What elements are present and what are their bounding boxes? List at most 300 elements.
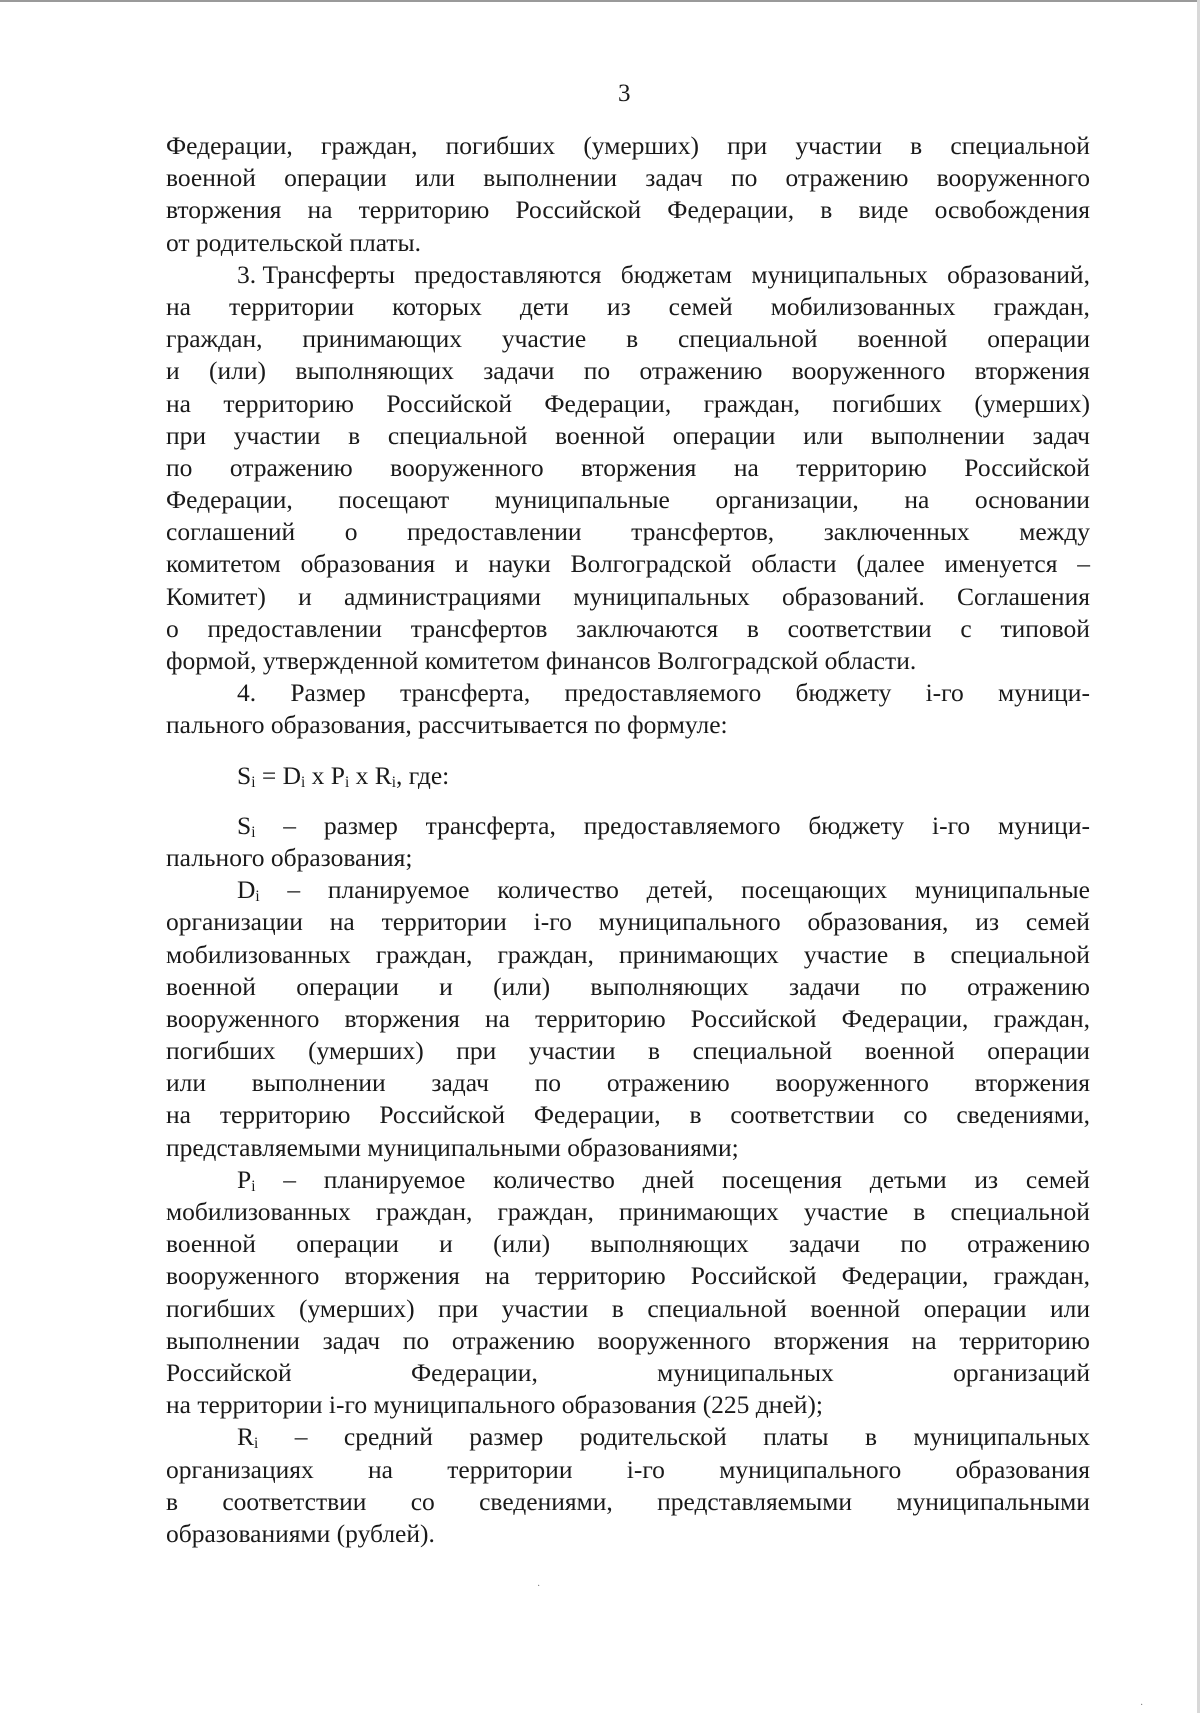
word: задачи xyxy=(483,356,555,386)
word: вооруженного xyxy=(597,1325,751,1355)
word: участии xyxy=(528,1036,616,1066)
word: задачи xyxy=(789,971,861,1001)
word: средний xyxy=(343,1422,433,1452)
text-line xyxy=(166,1035,1090,1067)
word: Федерации, xyxy=(411,1357,538,1387)
word: на xyxy=(484,1261,510,1291)
word: заключаются xyxy=(576,613,719,643)
text-line: образованиями (рублей). xyxy=(166,1518,435,1548)
definition-symbol: $P_i$ xyxy=(237,1164,256,1195)
word: – xyxy=(1077,549,1090,579)
word: 4. xyxy=(237,678,257,708)
word: – xyxy=(283,810,297,840)
text-line xyxy=(166,613,1090,645)
text-line xyxy=(166,516,1090,548)
word: муници- xyxy=(998,810,1090,840)
text-line xyxy=(166,259,1090,291)
word: соответствии xyxy=(730,1100,875,1130)
word: которых xyxy=(392,291,482,321)
word: соответствии xyxy=(787,613,932,643)
word: специальной xyxy=(692,1036,833,1066)
word: Федерации, xyxy=(841,1003,969,1033)
word: родительской xyxy=(579,1422,727,1452)
word: i-го xyxy=(925,678,964,708)
word: сведениями, xyxy=(479,1486,613,1516)
word: (далее xyxy=(856,549,925,579)
text-line xyxy=(166,1003,1090,1035)
word: бюджету xyxy=(795,678,892,708)
word: в xyxy=(820,195,833,225)
word: детьми xyxy=(869,1164,947,1194)
word: граждан, xyxy=(993,291,1090,321)
word: выполнении xyxy=(483,163,618,193)
word: трансферта, xyxy=(400,678,531,708)
word: и xyxy=(166,356,180,386)
definition-r-first-line xyxy=(166,1421,1090,1453)
word: i-го xyxy=(626,1454,665,1484)
word: вторжения xyxy=(344,1003,460,1033)
word: именуется xyxy=(944,549,1058,579)
word: территории xyxy=(447,1454,573,1484)
word: с xyxy=(960,613,972,643)
word: семей xyxy=(1025,907,1090,937)
spacer xyxy=(166,792,1090,810)
word: в xyxy=(910,131,923,160)
word: по xyxy=(583,356,611,386)
word: отражению xyxy=(967,1229,1090,1259)
word: о xyxy=(166,613,179,643)
word: военной xyxy=(810,1293,901,1323)
word: дети xyxy=(519,291,569,321)
scan-speck: · xyxy=(537,1581,541,1592)
word: операции xyxy=(987,1036,1090,1066)
word: задач xyxy=(645,163,703,193)
word: военной xyxy=(555,420,646,450)
word: выполнении xyxy=(870,420,1005,450)
word: предоставляются xyxy=(414,259,602,289)
word: и xyxy=(439,1229,453,1259)
word: Федерации, xyxy=(544,388,672,418)
word: Российской xyxy=(166,1357,292,1387)
definitions xyxy=(166,810,1090,1550)
text-line xyxy=(166,1196,1090,1228)
text-line: пального образования, рассчитывается по формуле: xyxy=(166,710,728,740)
word: задач xyxy=(431,1068,489,1098)
text-line xyxy=(166,1357,1090,1389)
word: отражению xyxy=(229,452,353,482)
word: планируемое xyxy=(327,875,470,905)
word: Российской xyxy=(690,1261,817,1291)
word: граждан, xyxy=(497,939,594,969)
word: комитетом xyxy=(166,549,281,579)
text-line xyxy=(166,291,1090,323)
word: сведениями, xyxy=(956,1100,1090,1130)
word: военной xyxy=(166,971,256,1001)
word: в xyxy=(611,1293,624,1323)
word: Федерации, xyxy=(166,131,293,160)
word: специальной xyxy=(647,1293,787,1323)
word: посещают xyxy=(338,485,450,515)
word: принимающих xyxy=(619,1197,779,1226)
word: (умерших) xyxy=(308,1036,424,1066)
text-line xyxy=(166,971,1090,1003)
spacer xyxy=(166,742,1090,760)
word: бюджетам xyxy=(620,259,733,289)
word: детей, xyxy=(646,875,714,905)
word: семей xyxy=(668,291,733,321)
word: Федерации, xyxy=(841,1261,969,1291)
word: Российской xyxy=(964,452,1090,482)
word: на xyxy=(733,452,759,482)
word: вторжения xyxy=(974,1068,1090,1098)
word: семей xyxy=(1025,1164,1090,1194)
text-line xyxy=(166,581,1090,613)
word: участии xyxy=(233,420,321,450)
word: в xyxy=(689,1100,702,1130)
word: при xyxy=(456,1036,497,1066)
word: или xyxy=(1049,1293,1090,1323)
word: военной xyxy=(166,1229,256,1259)
word: граждан, xyxy=(375,939,473,969)
word: отражению xyxy=(451,1325,575,1355)
word: Российской xyxy=(515,195,642,225)
text-line xyxy=(166,1293,1090,1325)
word: задач xyxy=(322,1325,381,1355)
word: представляемыми xyxy=(657,1486,853,1516)
word: (умерших) xyxy=(299,1293,415,1323)
word: муниципальные xyxy=(494,485,670,515)
text-line xyxy=(166,1454,1090,1486)
word: организациях xyxy=(166,1454,314,1484)
word: со xyxy=(410,1486,435,1516)
word: по xyxy=(534,1068,562,1098)
word: военной xyxy=(864,1036,955,1066)
word: на xyxy=(911,1325,937,1355)
word: предоставлении xyxy=(407,517,582,547)
word: (умерших) xyxy=(974,388,1090,418)
word: на xyxy=(166,291,191,321)
word: операции xyxy=(672,420,776,450)
word: области xyxy=(751,549,837,579)
word: организаций xyxy=(953,1357,1090,1387)
word: выполняющих xyxy=(590,971,749,1001)
text-line xyxy=(166,1228,1090,1260)
word: (умерших) xyxy=(583,131,699,160)
word: выполняющих xyxy=(295,356,454,386)
word: выполняющих xyxy=(590,1229,749,1259)
text-line xyxy=(166,1260,1090,1292)
word: на xyxy=(307,195,333,225)
word: участие xyxy=(803,1197,889,1226)
text-line xyxy=(166,1099,1090,1131)
word: муниципального xyxy=(719,1454,902,1484)
word: муници- xyxy=(997,678,1090,708)
word: вооруженного xyxy=(791,356,946,386)
word: мобилизованных xyxy=(770,291,956,321)
word: основании xyxy=(974,485,1090,515)
text-line: представляемыми муниципальными образованиями; xyxy=(166,1132,739,1162)
word: на xyxy=(904,485,930,515)
text-line: от родительской платы. xyxy=(166,227,421,257)
word: специальной xyxy=(950,1197,1090,1226)
word: в xyxy=(913,1197,926,1226)
word: операции xyxy=(284,163,387,193)
word: выполнении xyxy=(251,1068,386,1098)
definition-symbol: $S_i$ xyxy=(237,810,256,841)
word: виде xyxy=(858,195,909,225)
word: образования, xyxy=(807,907,949,937)
word: предоставляемого xyxy=(583,810,781,840)
word: вторжения xyxy=(581,452,697,482)
word: граждан, xyxy=(993,1003,1090,1033)
word: территории xyxy=(228,291,355,321)
word: участии xyxy=(795,131,882,160)
word: задач xyxy=(1032,420,1090,450)
word: из xyxy=(974,1164,999,1194)
word: на xyxy=(484,1003,510,1033)
word: со xyxy=(903,1100,928,1130)
word: организации xyxy=(166,907,303,937)
word: участии xyxy=(501,1293,589,1323)
word: Комитет) xyxy=(166,581,266,611)
word: вторжения xyxy=(166,195,282,225)
word: территорию xyxy=(535,1261,666,1291)
word: муниципальных xyxy=(913,1422,1090,1452)
definition-symbol: $D_i$ xyxy=(237,875,260,906)
text-line xyxy=(166,1486,1090,1518)
text-line xyxy=(166,452,1090,484)
word: дней xyxy=(642,1164,695,1194)
word: по xyxy=(900,971,927,1001)
word: при xyxy=(438,1293,479,1323)
word: граждан, xyxy=(703,388,801,418)
text-line xyxy=(166,677,1090,709)
word: или xyxy=(415,163,456,193)
word: из xyxy=(975,907,1000,937)
word: образования xyxy=(955,1454,1090,1484)
word: муниципальными xyxy=(896,1486,1090,1516)
word: принимающих xyxy=(302,324,463,354)
word: граждан, xyxy=(166,324,263,354)
word: военной xyxy=(857,324,948,354)
word: участие xyxy=(803,939,889,969)
word: по xyxy=(900,1229,927,1259)
text-line xyxy=(166,388,1090,420)
word: погибших xyxy=(166,1036,276,1066)
word: муниципальных xyxy=(751,259,928,289)
word: или xyxy=(803,420,844,450)
word: территорию xyxy=(959,1325,1090,1355)
word: вторжения xyxy=(773,1325,889,1355)
definition-s-first-line xyxy=(166,810,1090,842)
text-line xyxy=(166,194,1090,226)
word: о xyxy=(344,517,358,547)
word: граждан, xyxy=(497,1197,594,1226)
word: территорию xyxy=(223,388,354,418)
word: науки xyxy=(488,549,551,579)
text-line xyxy=(166,130,1090,162)
word: количество xyxy=(493,1164,615,1194)
word: на xyxy=(368,1454,393,1484)
word: по xyxy=(730,163,758,193)
word: вооруженного xyxy=(936,163,1090,193)
word: погибших xyxy=(445,131,556,160)
word: муниципального xyxy=(598,907,781,937)
word: типовой xyxy=(1000,613,1090,643)
text-line xyxy=(166,1067,1090,1099)
word: (или) xyxy=(493,1229,551,1259)
word: Российской xyxy=(690,1003,817,1033)
word: в xyxy=(166,1486,179,1516)
word: граждан, xyxy=(320,131,418,160)
word: специальной xyxy=(678,324,818,354)
word: мобилизованных xyxy=(166,1197,351,1226)
word: (или) xyxy=(209,356,267,386)
word: и xyxy=(298,581,312,611)
word: из xyxy=(606,291,631,321)
word: специальной xyxy=(950,131,1090,160)
text-line: пального образования; xyxy=(166,842,413,872)
word: территорию xyxy=(358,195,490,225)
definition-symbol: $R_i$ xyxy=(237,1422,259,1453)
scan-speck: · xyxy=(1140,1700,1144,1711)
word: мобилизованных xyxy=(166,939,351,969)
word: в xyxy=(864,1422,877,1452)
document-body xyxy=(166,130,1090,1550)
word: трансферта, xyxy=(425,810,556,840)
word: выполнении xyxy=(166,1325,300,1355)
word: операции xyxy=(296,1229,399,1259)
word: размер xyxy=(323,810,398,840)
word: между xyxy=(1019,517,1090,547)
word: Волгоградской xyxy=(570,549,732,579)
word: вооруженного xyxy=(166,1261,320,1291)
word: образования xyxy=(300,549,436,579)
text-line xyxy=(166,323,1090,355)
text-line xyxy=(166,162,1090,194)
word: образований, xyxy=(947,259,1090,289)
text-line: формой, утвержденной комитетом финансов Волгоградской области. xyxy=(166,646,917,675)
word: 3. Трансферты xyxy=(237,259,395,289)
word: вооруженного xyxy=(390,452,544,482)
word: Федерации, xyxy=(166,485,293,515)
page-number: 3 xyxy=(618,80,631,107)
word: специальной xyxy=(950,939,1090,969)
word: – xyxy=(294,1422,308,1452)
word: граждан, xyxy=(375,1197,473,1226)
word: Федерации, xyxy=(533,1100,661,1130)
word: территорию xyxy=(219,1100,351,1130)
word: муниципальных xyxy=(573,581,750,611)
formula: $S_i = D_i$ x $P_i$ x $R_i$, где: xyxy=(237,760,450,791)
word: в xyxy=(626,324,639,354)
word: – xyxy=(283,1164,296,1194)
word: вооруженного xyxy=(166,1003,320,1033)
word: освобождения xyxy=(934,195,1090,225)
word: вторжения xyxy=(974,356,1090,386)
word: i-го xyxy=(533,907,572,937)
word: Федерации, xyxy=(667,195,795,225)
text-line xyxy=(166,939,1090,971)
word: i-го xyxy=(932,810,971,840)
word: погибших xyxy=(166,1293,276,1323)
text-line xyxy=(166,484,1090,516)
word: при xyxy=(166,420,207,450)
word: на xyxy=(166,1100,191,1130)
word: соглашений xyxy=(166,517,296,547)
word: Соглашения xyxy=(957,581,1090,611)
body-paragraphs xyxy=(166,130,1090,742)
text-line xyxy=(166,906,1090,938)
word: и xyxy=(454,549,469,579)
scan-edge-top xyxy=(0,0,1200,2)
word: операции xyxy=(923,1293,1027,1323)
word: задачи xyxy=(789,1229,861,1259)
word: граждан, xyxy=(993,1261,1090,1291)
word: отражению xyxy=(639,356,763,386)
word: (или) xyxy=(493,971,551,1001)
word: в xyxy=(348,420,361,450)
word: размер xyxy=(469,1422,544,1452)
definition-d-first-line xyxy=(166,874,1090,906)
word: и xyxy=(439,971,453,1001)
word: Российской xyxy=(379,1100,505,1130)
word: или xyxy=(166,1068,207,1098)
word: Размер xyxy=(290,678,366,708)
word: по xyxy=(166,452,193,482)
word: по xyxy=(402,1325,430,1355)
text-line xyxy=(166,1325,1090,1357)
word: специальной xyxy=(387,420,528,450)
word: военной xyxy=(166,163,256,193)
word: муниципальные xyxy=(914,875,1090,905)
word: заключенных xyxy=(823,517,970,547)
word: вторжения xyxy=(344,1261,460,1291)
text-line xyxy=(166,420,1090,452)
word: в xyxy=(746,613,759,643)
word: трансфертов, xyxy=(631,517,775,547)
word: операции xyxy=(296,971,399,1001)
word: бюджету xyxy=(808,810,905,840)
word: в xyxy=(913,939,926,969)
word: на xyxy=(329,907,355,937)
word: территории xyxy=(381,907,507,937)
word: трансфертов xyxy=(410,613,548,643)
word: планируемое xyxy=(323,1164,466,1194)
word: платы xyxy=(763,1422,829,1452)
word: – xyxy=(287,875,301,905)
word: администрациями xyxy=(343,581,541,611)
word: участие xyxy=(501,324,587,354)
word: предоставляемого xyxy=(564,678,762,708)
word: погибших xyxy=(832,388,942,418)
word: посещения xyxy=(722,1164,842,1194)
word: посещающих xyxy=(741,875,888,905)
word: операции xyxy=(987,324,1090,354)
word: количество xyxy=(497,875,619,905)
word: на xyxy=(166,388,191,418)
word: в xyxy=(648,1036,661,1066)
word: территорию xyxy=(535,1003,666,1033)
text-line xyxy=(166,355,1090,387)
text-line: на территории i-го муниципального образования (225 дней); xyxy=(166,1390,823,1420)
word: при xyxy=(727,131,768,160)
word: предоставлении xyxy=(207,613,382,643)
word: отражению xyxy=(606,1068,730,1098)
word: образований. xyxy=(781,581,925,611)
word: вооруженного xyxy=(775,1068,929,1098)
word: принимающих xyxy=(619,939,779,969)
